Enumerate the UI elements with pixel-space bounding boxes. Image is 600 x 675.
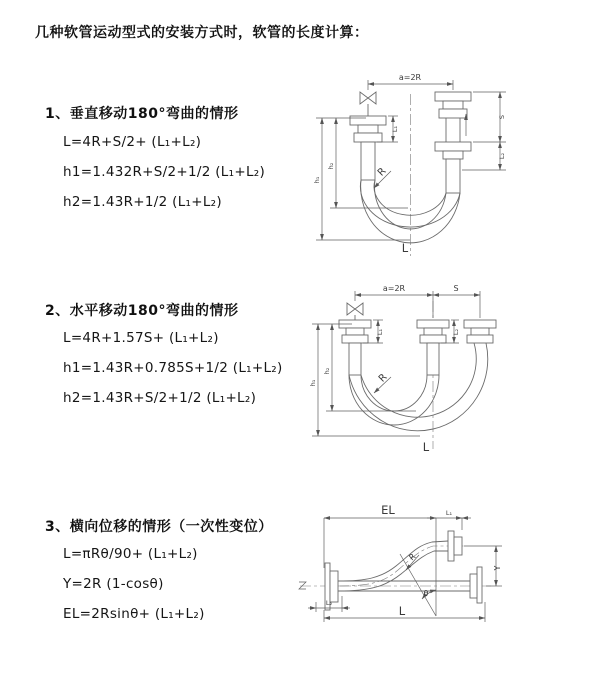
dim-label-r: R: [407, 551, 418, 563]
braided-section: [349, 343, 361, 375]
diagram-vertical-180-bend: [308, 68, 586, 268]
page-title: 几种软管运动型式的安装方式时，软管的长度计算：: [35, 25, 369, 41]
dim-label-r: R: [376, 371, 390, 385]
section-3-formula-2: Y=2R (1-cosθ): [63, 576, 164, 592]
section-3-heading: 3、横向位移的情形（一次性变位）: [45, 519, 273, 535]
section-1-heading: 1、垂直移动180°弯曲的情形: [45, 106, 239, 122]
dim-label-y: Y: [493, 565, 502, 571]
dim-h2: [323, 324, 416, 411]
dim-label-h2: h₂: [323, 367, 331, 375]
dim-l-total: [324, 602, 485, 622]
hose-u-bend: [349, 343, 488, 431]
braided-section: [446, 159, 460, 193]
upper-right-flange: [448, 531, 462, 561]
dim-label-s: S: [498, 114, 506, 120]
dim-label-l2: L₂: [498, 152, 506, 160]
section-2-formula-3: h2=1.43R+S/2+1/2 (L₁+L₂): [63, 390, 257, 406]
dim-label-s: S: [453, 284, 459, 293]
section-3-formula-3: EL=2Rsinθ+ (L₁+L₂): [63, 606, 205, 622]
dim-label-h1: h₁: [309, 379, 317, 387]
middle-flange: [417, 320, 449, 375]
dim-label-l-total: L: [422, 440, 430, 454]
angle-theta: [400, 544, 436, 616]
section-3-formula-1: L=πRθ/90+ (L₁+L₂): [63, 546, 198, 562]
dim-l1: [427, 509, 471, 518]
right-flange: [464, 320, 496, 343]
dim-label-l2: L₂: [325, 599, 333, 607]
valve-icon: [347, 303, 363, 320]
dim-label-h2: h₂: [327, 162, 335, 170]
braided-section: [361, 142, 375, 180]
braided-section: [427, 343, 439, 375]
diagram-horizontal-180-bend: [306, 281, 596, 459]
dim-label-l-total: L: [401, 241, 409, 255]
hose-u-bend: [360, 180, 460, 243]
right-flange-lower: [435, 142, 471, 193]
section-2-heading: 2、水平移动180°弯曲的情形: [45, 303, 239, 319]
dim-label-theta: θ: [423, 589, 429, 598]
section-1-formula-2: h1=1.432R+S/2+1/2 (L₁+L₂): [63, 164, 266, 180]
right-flange-upper: [435, 92, 471, 118]
dim-label-l1: L₁: [445, 509, 453, 517]
radius-leader: [374, 372, 391, 393]
section-2-formula-1: L=4R+1.57S+ (L₁+L₂): [63, 330, 219, 346]
dim-s: [433, 284, 480, 318]
dim-s: [473, 92, 506, 142]
right-flange: [470, 567, 482, 603]
dim-label-l1: L₁: [391, 125, 399, 133]
centerline-break-mark: [299, 582, 306, 589]
dim-label-el: EL: [381, 503, 395, 517]
dim-el: [324, 503, 462, 568]
dim-label-a2r: a=2R: [382, 284, 406, 293]
dim-label-l: L: [398, 604, 406, 618]
hose-s-curve: [338, 541, 448, 591]
dim-label-r: R: [375, 165, 389, 179]
dim-a2r: [368, 73, 453, 90]
radius-leader: [374, 166, 391, 188]
dim-label-h1: h₁: [313, 176, 321, 184]
dim-label-a2r: a=2R: [398, 73, 422, 82]
section-2-formula-2: h1=1.43R+0.785S+1/2 (L₁+L₂): [63, 360, 283, 376]
section-1-formula-1: L=4R+S/2+ (L₁+L₂): [63, 134, 202, 150]
left-flange: [339, 320, 371, 375]
dim-label-l1: L₁: [376, 328, 384, 336]
dim-a2r: [355, 284, 433, 318]
diagram-lateral-displacement: [296, 498, 596, 648]
dim-label-l2: L₂: [452, 328, 460, 336]
valve-icon: [360, 92, 376, 116]
section-1-formula-3: h2=1.43R+1/2 (L₁+L₂): [63, 194, 222, 210]
